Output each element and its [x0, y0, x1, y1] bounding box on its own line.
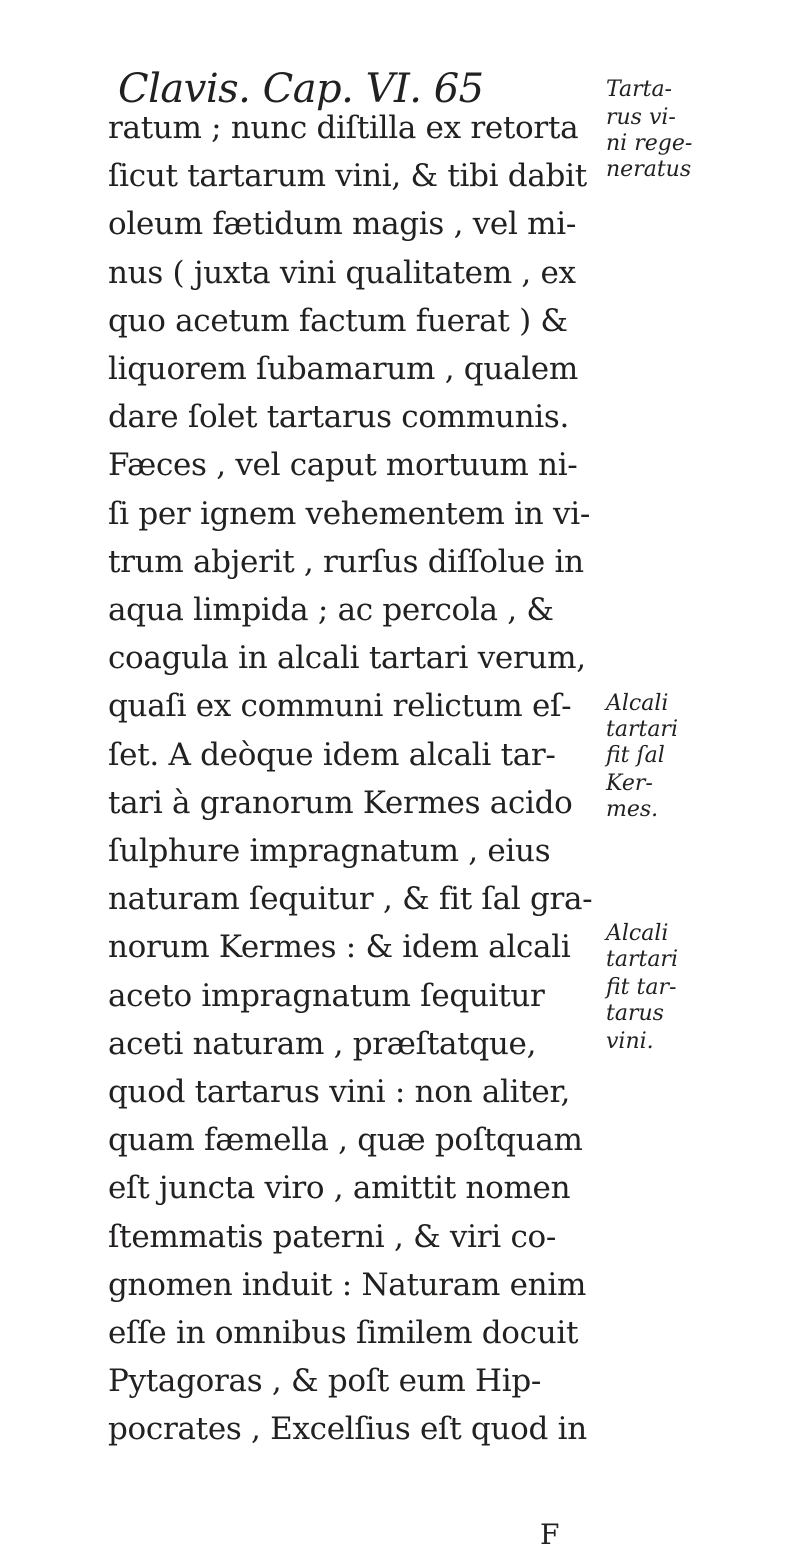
- margin-note: Tarta-: [606, 77, 672, 102]
- text-line: Fæces , vel caput mortuum ni-: [108, 447, 578, 484]
- margin-note: ni rege-: [606, 131, 693, 156]
- text-line: oleum fætidum magis , vel mi-: [108, 206, 577, 243]
- text-line: quam fæmella , quæ poſtquam: [108, 1122, 583, 1159]
- margin-note: tarus: [606, 1001, 664, 1026]
- margin-note: fit ſal: [606, 743, 665, 768]
- margin-notes: [606, 0, 796, 1564]
- text-line: eſt juncta viro , amittit nomen: [108, 1170, 571, 1207]
- text-line: trum abjerit , rurſus diſſolue in: [108, 543, 584, 580]
- margin-note: tartari: [606, 717, 678, 742]
- text-line: naturam ſequitur , & fit ſal gra-: [108, 881, 593, 918]
- text-line: pocrates , Excelſius eſt quod in: [108, 1411, 587, 1448]
- text-line: aceto impragnatum ſequitur: [108, 977, 545, 1014]
- text-line: ſi per ignem vehementem in vi-: [108, 495, 590, 532]
- margin-note: neratus: [606, 157, 692, 182]
- text-line: tari à granorum Kermes acido: [108, 784, 573, 821]
- text-line: quaſi ex communi relictum eſ-: [108, 688, 572, 725]
- text-line: Pytagoras , & poſt eum Hip-: [108, 1363, 542, 1400]
- margin-note: Alcali: [606, 691, 669, 716]
- text-line: ſicut tartarum vini, & tibi dabit: [108, 158, 587, 195]
- text-line: ſtemmatis paterni , & viri co-: [108, 1218, 557, 1255]
- text-line: ratum ; nunc diſtilla ex retorta: [108, 110, 579, 146]
- text-line: ſet. A deòque idem alcali tar-: [108, 736, 556, 773]
- margin-note: tartari: [606, 947, 678, 972]
- text-line: quo acetum factum fuerat ) &: [108, 302, 568, 339]
- margin-note: mes.: [606, 797, 659, 822]
- text-line: norum Kermes : & idem alcali: [108, 929, 571, 966]
- text-line: aqua limpida ; ac percola , &: [108, 592, 554, 628]
- margin-note: Ker-: [606, 771, 653, 796]
- text-line: eſſe in omnibus ſimilem docuit: [108, 1315, 579, 1351]
- text-line: gnomen induit : Naturam enim: [108, 1266, 587, 1303]
- text-line: aceti naturam , præſtatque,: [108, 1025, 537, 1062]
- text-line: quod tartarus vini : non aliter,: [108, 1074, 571, 1110]
- margin-note: rus vi-: [606, 105, 676, 130]
- text-line: nus ( juxta vini qualitatem , ex: [108, 254, 576, 291]
- text-line: liquorem ſubamarum , qualem: [108, 351, 578, 387]
- margin-note: fit tar-: [606, 975, 677, 1000]
- text-line: dare ſolet tartarus communis.: [108, 399, 570, 436]
- running-head: Clavis. Cap. VI. 65: [118, 66, 484, 112]
- text-line: ſulphure impragnatum , eius: [108, 833, 551, 869]
- text-line: coagula in alcali tartari verum,: [108, 640, 586, 677]
- catchword: F: [540, 1518, 560, 1551]
- margin-note: vini.: [606, 1029, 654, 1054]
- margin-note: Alcali: [606, 921, 669, 946]
